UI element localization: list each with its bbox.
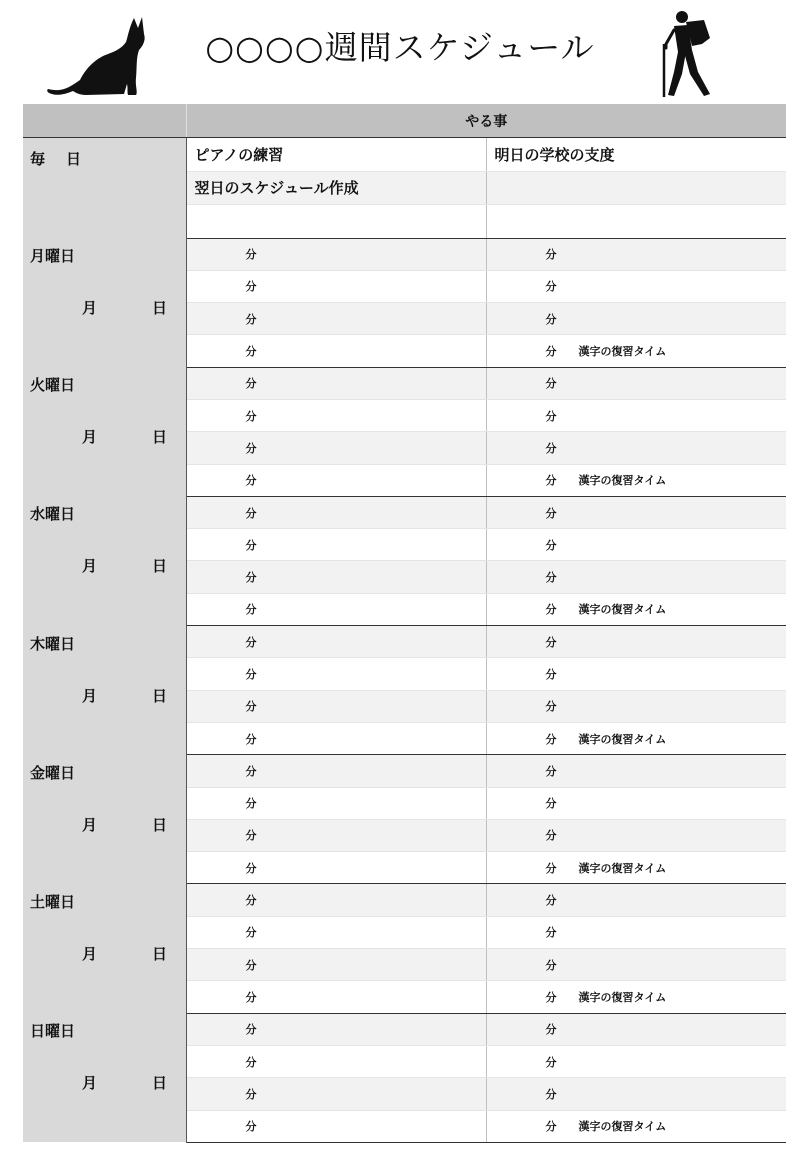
time-slot-cell[interactable]: [186, 529, 486, 561]
day-slot-row: [23, 496, 786, 528]
time-slot-cell[interactable]: [186, 303, 486, 335]
month-label: 月: [82, 815, 98, 834]
minute-label: 分: [545, 506, 557, 520]
time-slot-cell[interactable]: [486, 787, 786, 819]
minute-label: 分: [545, 280, 557, 294]
minute-label: 分: [245, 732, 257, 746]
minute-label: 分: [545, 312, 557, 326]
kanji-review-note: 漢字の復習タイム: [578, 1120, 667, 1134]
everyday-row: [23, 138, 786, 172]
time-slot-cell[interactable]: [486, 1013, 786, 1045]
minute-label: 分: [245, 345, 257, 359]
month-label: 月: [82, 299, 98, 317]
minute-label: 分: [245, 1055, 257, 1069]
page-title: ○○○○週間スケジュール: [205, 28, 595, 67]
kanji-review-note: 漢字の復習タイム: [578, 474, 667, 488]
time-slot-cell[interactable]: [486, 561, 786, 593]
day-label: 日: [152, 557, 168, 576]
kanji-review-note: 漢字の復習タイム: [578, 861, 667, 875]
minute-label: 分: [245, 797, 257, 811]
day-name: 木曜日: [30, 634, 76, 653]
minute-label: 分: [545, 829, 557, 843]
time-slot-cell[interactable]: [486, 949, 786, 981]
time-slot-cell[interactable]: [186, 626, 486, 658]
time-slot-cell[interactable]: [486, 593, 786, 625]
header-blank-cell: [23, 104, 186, 138]
time-slot-cell[interactable]: [486, 367, 786, 399]
time-slot-cell[interactable]: [186, 593, 486, 625]
minute-label: 分: [545, 409, 557, 423]
minute-label: 分: [545, 635, 557, 649]
day-label-cell: [23, 884, 186, 1013]
time-slot-cell[interactable]: [486, 916, 786, 948]
day-slot-row: [23, 238, 786, 270]
day-name: 土曜日: [30, 892, 76, 911]
time-slot-cell[interactable]: [486, 884, 786, 916]
time-slot-cell[interactable]: [486, 496, 786, 528]
minute-label: 分: [545, 861, 557, 875]
task-cell[interactable]: [486, 171, 786, 205]
minute-label: 分: [545, 1120, 557, 1134]
minute-label: 分: [545, 1055, 557, 1069]
day-slot-row: [23, 755, 786, 787]
day-label-cell: [23, 1013, 186, 1142]
day-label-cell: [23, 626, 186, 755]
task-cell[interactable]: [486, 205, 786, 239]
time-slot-cell[interactable]: [486, 1045, 786, 1077]
time-slot-cell[interactable]: [186, 690, 486, 722]
minute-label: 分: [245, 958, 257, 972]
minute-label: 分: [545, 700, 557, 714]
month-label: 月: [82, 944, 98, 963]
time-slot-cell[interactable]: [186, 561, 486, 593]
minute-label: 分: [245, 377, 257, 391]
time-slot-cell[interactable]: [486, 819, 786, 851]
time-slot-cell[interactable]: [186, 1110, 486, 1142]
minute-label: 分: [245, 280, 257, 294]
time-slot-cell[interactable]: [486, 529, 786, 561]
minute-label: 分: [545, 345, 557, 359]
minute-label: 分: [545, 377, 557, 391]
time-slot-cell[interactable]: [186, 722, 486, 754]
minute-label: 分: [545, 474, 557, 488]
day-name: 日曜日: [30, 1022, 76, 1041]
time-slot-cell[interactable]: [486, 852, 786, 884]
minute-label: 分: [545, 441, 557, 455]
kanji-review-note: 漢字の復習タイム: [578, 345, 667, 359]
hiker-icon: [652, 8, 718, 98]
minute-label: 分: [245, 409, 257, 423]
minute-label: 分: [245, 990, 257, 1004]
minute-label: 分: [245, 571, 257, 585]
time-slot-cell[interactable]: [486, 399, 786, 431]
time-slot-cell[interactable]: [186, 658, 486, 690]
month-label: 月: [82, 557, 98, 576]
time-slot-cell[interactable]: [186, 1078, 486, 1110]
kanji-review-note: 漢字の復習タイム: [578, 990, 667, 1004]
time-slot-cell[interactable]: [486, 722, 786, 754]
day-slot-row: [23, 884, 786, 916]
kanji-review-note: 漢字の復習タイム: [578, 603, 667, 617]
cat-icon: [46, 14, 146, 98]
task-cell[interactable]: [186, 205, 486, 239]
minute-label: 分: [245, 1120, 257, 1134]
minute-label: 分: [245, 829, 257, 843]
minute-label: 分: [245, 700, 257, 714]
time-slot-cell[interactable]: [486, 690, 786, 722]
minute-label: 分: [245, 603, 257, 617]
minute-label: 分: [545, 1087, 557, 1101]
time-slot-cell[interactable]: [486, 981, 786, 1013]
everyday-label: 毎 日: [30, 150, 83, 168]
minute-label: 分: [545, 538, 557, 552]
minute-label: 分: [245, 538, 257, 552]
minute-label: 分: [545, 732, 557, 746]
day-name: 水曜日: [30, 505, 76, 524]
time-slot-cell[interactable]: [486, 658, 786, 690]
table-header-row: [23, 104, 786, 138]
day-label-cell: [23, 496, 186, 625]
time-slot-cell[interactable]: [186, 787, 486, 819]
time-slot-cell[interactable]: [186, 949, 486, 981]
minute-label: 分: [545, 1023, 557, 1037]
day-slot-row: [23, 626, 786, 658]
minute-label: 分: [545, 571, 557, 585]
minute-label: 分: [545, 668, 557, 681]
day-slot-row: [23, 367, 786, 399]
time-slot-cell[interactable]: [186, 399, 486, 431]
kanji-review-note: 漢字の復習タイム: [578, 732, 667, 746]
minute-label: 分: [245, 635, 257, 649]
todo-header: やる事: [186, 104, 786, 138]
minute-label: 分: [245, 926, 257, 940]
time-slot-cell[interactable]: [486, 270, 786, 302]
day-name: 金曜日: [30, 763, 76, 782]
minute-label: 分: [545, 894, 557, 908]
day-label-cell: [23, 367, 186, 496]
time-slot-cell[interactable]: [486, 1078, 786, 1110]
minute-label: 分: [545, 990, 557, 1004]
day-slot-row: [23, 1013, 786, 1045]
minute-label: 分: [545, 603, 557, 617]
minute-label: 分: [245, 1087, 257, 1101]
time-slot-cell[interactable]: [486, 335, 786, 367]
day-label: 日: [152, 299, 168, 317]
minute-label: 分: [245, 441, 257, 455]
minute-label: 分: [245, 764, 257, 778]
day-label: 日: [152, 1074, 168, 1093]
time-slot-cell[interactable]: [486, 464, 786, 496]
day-label-cell: [23, 755, 186, 884]
minute-label: 分: [545, 797, 557, 811]
time-slot-cell[interactable]: [186, 981, 486, 1013]
schedule-table: [23, 104, 786, 1143]
task-cell[interactable]: ピアノの練習: [186, 138, 486, 172]
time-slot-cell[interactable]: [486, 238, 786, 270]
page-header: [0, 0, 800, 104]
minute-label: 分: [245, 506, 257, 520]
time-slot-cell[interactable]: [486, 303, 786, 335]
minute-label: 分: [545, 248, 557, 262]
time-slot-cell[interactable]: [186, 916, 486, 948]
minute-label: 分: [245, 474, 257, 488]
task-cell[interactable]: 明日の学校の支度: [486, 138, 786, 172]
minute-label: 分: [245, 248, 257, 262]
month-label: 月: [82, 1074, 98, 1093]
minute-label: 分: [245, 861, 257, 875]
time-slot-cell[interactable]: [186, 238, 486, 270]
day-name: 火曜日: [30, 376, 76, 395]
day-label-cell: [23, 238, 186, 367]
minute-label: 分: [245, 894, 257, 908]
day-label: 日: [152, 815, 168, 834]
time-slot-cell[interactable]: [486, 755, 786, 787]
month-label: 月: [82, 428, 98, 447]
day-label: 日: [152, 944, 168, 963]
time-slot-cell[interactable]: [186, 884, 486, 916]
time-slot-cell[interactable]: [186, 755, 486, 787]
time-slot-cell[interactable]: [186, 852, 486, 884]
minute-label: 分: [245, 668, 257, 681]
time-slot-cell[interactable]: [186, 335, 486, 367]
minute-label: 分: [245, 312, 257, 326]
month-label: 月: [82, 686, 98, 705]
day-label: 日: [152, 686, 168, 705]
everyday-label-cell: [23, 138, 186, 239]
time-slot-cell[interactable]: [186, 367, 486, 399]
time-slot-cell[interactable]: [186, 1045, 486, 1077]
time-slot-cell[interactable]: [486, 1110, 786, 1142]
day-name: 月曜日: [30, 247, 76, 265]
task-cell[interactable]: 翌日のスケジュール作成: [186, 171, 486, 205]
time-slot-cell[interactable]: [186, 432, 486, 464]
minute-label: 分: [245, 1023, 257, 1037]
minute-label: 分: [545, 926, 557, 940]
time-slot-cell[interactable]: [186, 496, 486, 528]
time-slot-cell[interactable]: [486, 626, 786, 658]
time-slot-cell[interactable]: [486, 432, 786, 464]
time-slot-cell[interactable]: [186, 464, 486, 496]
minute-label: 分: [545, 764, 557, 778]
time-slot-cell[interactable]: [186, 1013, 486, 1045]
time-slot-cell[interactable]: [186, 270, 486, 302]
time-slot-cell[interactable]: [186, 819, 486, 851]
minute-label: 分: [545, 958, 557, 972]
day-label: 日: [152, 428, 168, 447]
